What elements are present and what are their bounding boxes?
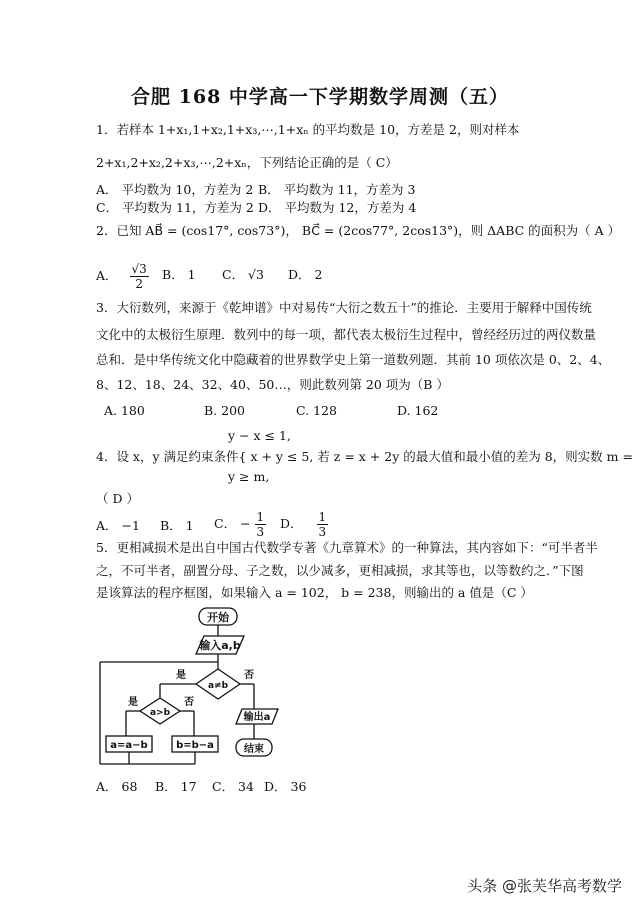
q2-option-a-fraction [130, 262, 149, 291]
q1-stem-line2: 2+x₁,2+x₂,2+x₃,⋯,2+xₙ，下列结论正确的是（ C） [96, 155, 398, 170]
q3-option-b: B. 200 [204, 403, 245, 418]
flowchart-yes2-label: 是 [128, 697, 138, 708]
q1-option-d: D． 平均数为 12，方差为 4 [258, 200, 417, 215]
q2-option-c: C． √3 [222, 267, 264, 282]
q3-option-c: C. 128 [296, 403, 337, 418]
flowchart-output-label: 输出a [243, 712, 271, 723]
fraction-numerator: 1 [256, 510, 265, 524]
flowchart-end-label: 结束 [244, 744, 264, 755]
flowchart-start-label: 开始 [207, 611, 229, 624]
q3-stem-line3: 总和．是中华传统文化中隐藏着的世界数学史上第一道数列题．其前 10 项依次是 0、2、4、 [96, 352, 611, 367]
q3-stem-line1: 3．大衍数列，来源于《乾坤谱》中对易传“大衍之数五十”的推论．主要用于解释中国传统 [96, 300, 592, 315]
q5-option-c: C． 34 [212, 779, 254, 794]
q4-option-d-fraction [317, 510, 329, 539]
fraction-denominator: 3 [256, 525, 265, 539]
algorithm-flowchart [96, 604, 316, 772]
q2-option-d: D． 2 [288, 267, 323, 282]
q3-option-a: A. 180 [104, 403, 145, 418]
q4-option-d [280, 510, 328, 539]
flowchart-no1-label: 否 [244, 670, 254, 681]
q2-option-b: B． 1 [162, 267, 196, 282]
q4-constraint-3: y ≥ m, [228, 469, 270, 484]
flowchart-gt-label: a>b [149, 708, 171, 718]
q4-option-d-label: D． [280, 516, 303, 531]
q1-option-b: B． 平均数为 11，方差为 3 [258, 182, 416, 197]
q5-option-b: B． 17 [155, 779, 197, 794]
fraction-denominator: 3 [318, 525, 327, 539]
q4-option-b: B． 1 [160, 518, 194, 533]
q2-option-a [96, 262, 149, 291]
fraction-denominator: 2 [135, 277, 143, 291]
flowchart-neq-label: a≠b [207, 681, 229, 691]
q4-constraint-1: y − x ≤ 1, [228, 428, 291, 443]
q3-stem-line2: 文化中的太极衍生原理．数列中的每一项，都代表太极衍生过程中，曾经经历过的两仪数量 [96, 327, 597, 342]
flowchart-yes1-label: 是 [176, 670, 186, 681]
q4-option-c [214, 510, 266, 539]
fraction-numerator: √3 [131, 262, 147, 276]
flowchart-input-label: 输入a,b [199, 639, 241, 652]
q4-stem: 4．设 x，y 满足约束条件{ x + y ≤ 5, 若 z = x + 2y 的最大值和最小值的差为 8，则实数 m = [96, 449, 633, 464]
q5-stem-line3: 是该算法的程序框图，如果输入 a = 102， b = 238，则输出的 a 值是（C ） [96, 585, 533, 600]
q4-option-a: A． −1 [96, 518, 140, 533]
q2-stem: 2．已知 AB⃗ = (cos17°, cos73°)， BC⃗ = (2cos77°, 2cos13°)，则 ΔABC 的面积为（ A ） [96, 223, 621, 238]
flowchart-assign-b-label: b=b−a [176, 740, 214, 751]
q5-option-d: D． 36 [264, 779, 307, 794]
q1-option-a: A． 平均数为 10，方差为 2 [96, 182, 254, 197]
q3-stem-line4: 8、12、18、24、32、40、50…，则此数列第 20 项为（B ） [96, 377, 449, 392]
q5-option-a: A． 68 [96, 779, 138, 794]
q4-option-c-label: C． − [214, 516, 251, 531]
q5-stem-line1: 5．更相减损术是出自中国古代数学专著《九章算术》的一种算法，其内容如下：“可半者半 [96, 540, 598, 555]
flowchart-assign-a-label: a=a−b [110, 740, 148, 751]
q4-option-c-fraction [255, 510, 267, 539]
q4-answer: （ D ） [96, 491, 139, 506]
fraction-numerator: 1 [318, 510, 327, 524]
q5-stem-line2: 之，不可半者，副置分母、子之数，以少减多，更相减损，求其等也，以等数约之．”下图 [96, 563, 584, 578]
q1-option-c: C． 平均数为 11，方差为 2 [96, 200, 254, 215]
flowchart-no2-label: 否 [184, 697, 194, 708]
source-watermark: 头条 @张芙华高考数学 [467, 877, 622, 895]
page-title: 合肥 168 中学高一下学期数学周测（五） [131, 86, 509, 108]
q1-stem-line1: 1．若样本 1+x₁,1+x₂,1+x₃,⋯,1+xₙ 的平均数是 10，方差是 2，则对样本 [96, 122, 520, 137]
q3-option-d: D. 162 [397, 403, 439, 418]
q2-option-a-label: A． [96, 268, 118, 283]
